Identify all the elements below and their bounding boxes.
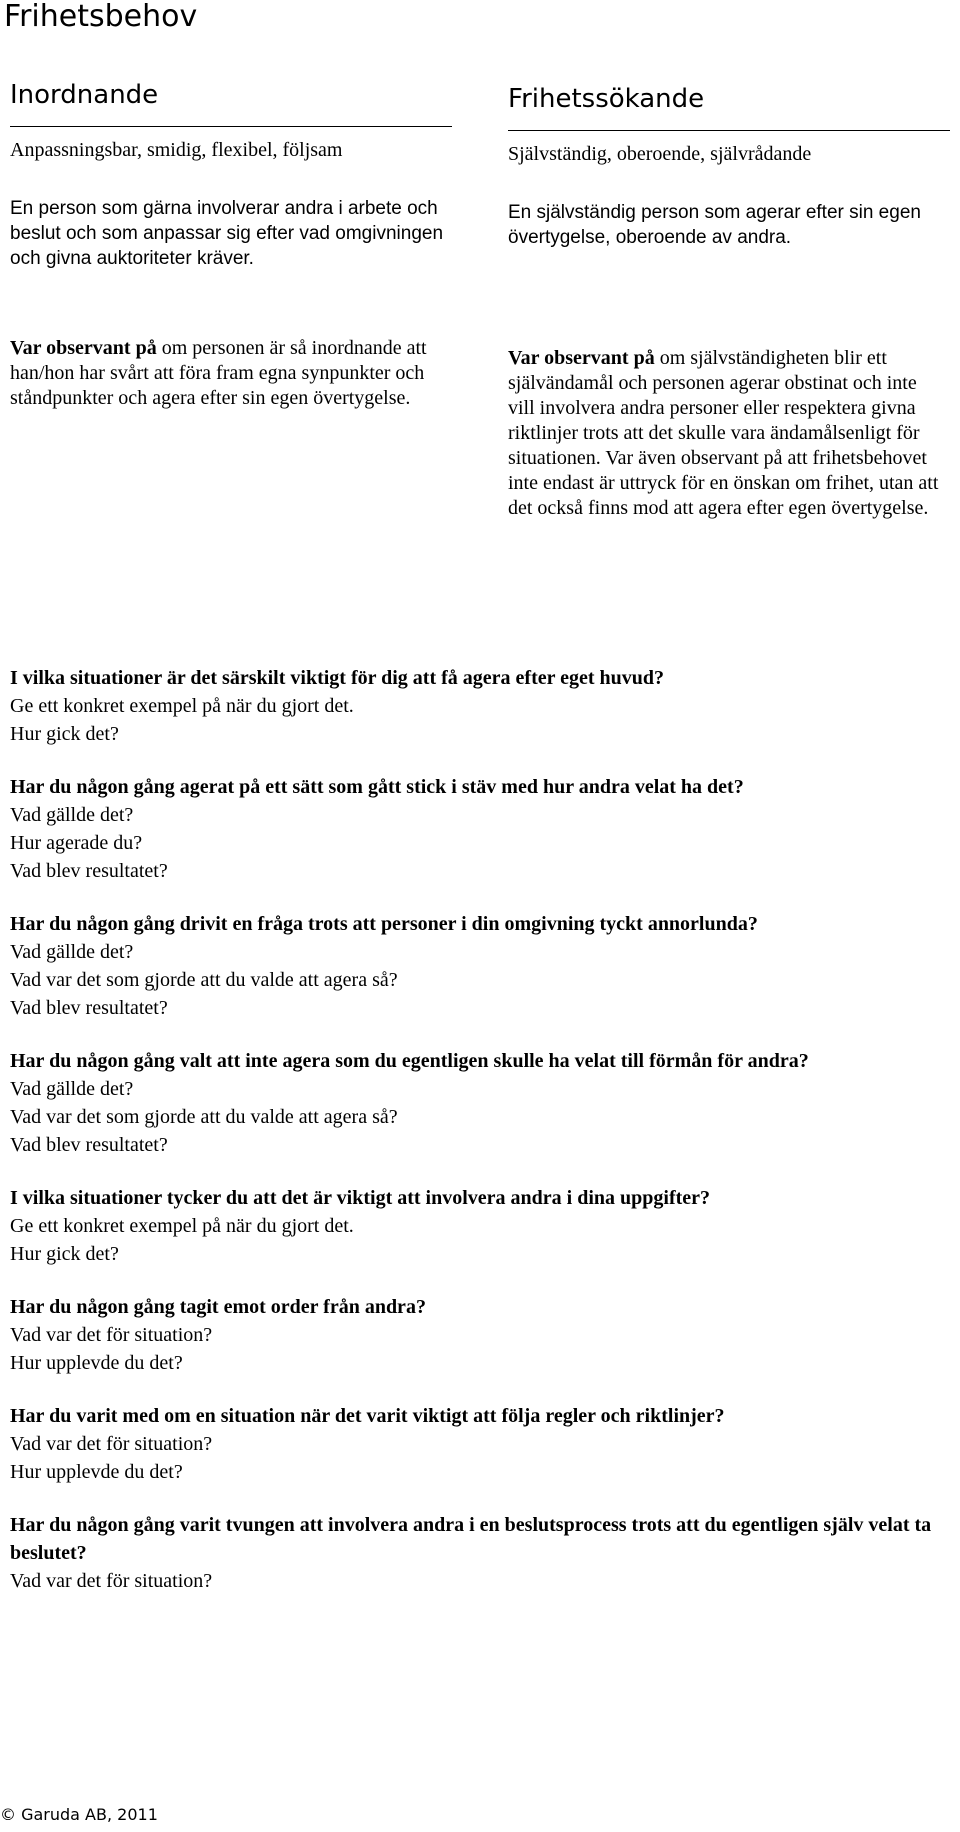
question: I vilka situationer är det särskilt viktigt för dig att få agera efter eget huvud?	[10, 667, 665, 689]
question-group	[10, 1047, 950, 1159]
followup: Vad var det för situation?	[10, 1570, 213, 1592]
question-group	[10, 664, 950, 748]
followup: Vad var det för situation?	[10, 1324, 213, 1346]
heading-inordnande: Inordnande	[10, 80, 159, 110]
question-group	[10, 1511, 950, 1595]
heading-rule	[10, 126, 452, 127]
followup: Hur gick det?	[10, 723, 119, 745]
description-frihetssokande: En självständig person som agerar efter sin egen övertygelse, oberoende av andra.	[508, 202, 921, 248]
keywords-frihetssokande: Självständig, oberoende, självrådande	[508, 143, 812, 165]
followup: Vad blev resultatet?	[10, 860, 168, 882]
heading-rule	[508, 130, 950, 131]
question-group	[10, 773, 950, 885]
heading-frihetssokande: Frihetssökande	[508, 84, 705, 114]
followup: Vad gällde det?	[10, 1078, 134, 1100]
question: Har du varit med om en situation när det varit viktigt att följa regler och riktlinjer?	[10, 1405, 725, 1427]
description-inordnande: En person som gärna involverar andra i arbete och beslut och som anpassar sig efter vad omgivningen och givna auktoriteter kräver.	[10, 198, 444, 269]
followup: Hur gick det?	[10, 1243, 119, 1265]
question: Har du någon gång drivit en fråga trots att personer i din omgivning tyckt annorlunda?	[10, 913, 758, 935]
followup: Vad var det som gjorde att du valde att agera så?	[10, 969, 398, 991]
followup: Ge ett konkret exempel på när du gjort det.	[10, 695, 354, 717]
caution-text: om självständigheten blir ett självändamål och personen agerar obstinat och inte vill involvera andra personer eller respektera givna riktlinjer trots att det skulle vara ändamålsenligt för situationen. Var även observant på att frihetsbehovet inte endast är uttryck för en önskan om frihet, utan att det också finns mod att agera efter egen övertygelse.	[508, 347, 939, 519]
question-group	[10, 910, 950, 1022]
copyright-footer: © Garuda AB, 2011	[0, 1805, 158, 1824]
followup: Vad gällde det?	[10, 804, 134, 826]
followup: Ge ett konkret exempel på när du gjort det.	[10, 1215, 354, 1237]
followup: Vad var det som gjorde att du valde att agera så?	[10, 1106, 398, 1128]
followup: Vad blev resultatet?	[10, 1134, 168, 1156]
caution-lead: Var observant på	[10, 337, 157, 359]
followup: Hur agerade du?	[10, 832, 143, 854]
question: Har du någon gång tagit emot order från andra?	[10, 1296, 426, 1318]
question: Har du någon gång agerat på ett sätt som gått stick i stäv med hur andra velat ha det?	[10, 776, 744, 798]
question: I vilka situationer tycker du att det är viktigt att involvera andra i dina uppgifter?	[10, 1187, 711, 1209]
caution-frihetssokande	[508, 346, 948, 521]
question-group	[10, 1293, 950, 1377]
keywords-inordnande: Anpassningsbar, smidig, flexibel, följsam	[10, 139, 343, 161]
caution-inordnande	[10, 336, 450, 411]
followup: Vad blev resultatet?	[10, 997, 168, 1019]
question: Har du någon gång valt att inte agera som du egentligen skulle ha velat till förmån för andra?	[10, 1050, 809, 1072]
followup: Vad var det för situation?	[10, 1433, 213, 1455]
question-group	[10, 1184, 950, 1268]
page-title: Frihetsbehov	[4, 0, 198, 34]
caution-text: om personen är så inordnande att han/hon har svårt att föra fram egna synpunkter och ståndpunkter och agera efter sin egen övertygelse.	[10, 337, 427, 409]
interview-questions	[10, 664, 950, 1620]
caution-lead: Var observant på	[508, 347, 655, 369]
followup: Hur upplevde du det?	[10, 1352, 183, 1374]
question-group	[10, 1402, 950, 1486]
question: Har du någon gång varit tvungen att involvera andra i en beslutsprocess trots att du egentligen själv velat ta beslutet?	[10, 1514, 932, 1564]
followup: Vad gällde det?	[10, 941, 134, 963]
followup: Hur upplevde du det?	[10, 1461, 183, 1483]
